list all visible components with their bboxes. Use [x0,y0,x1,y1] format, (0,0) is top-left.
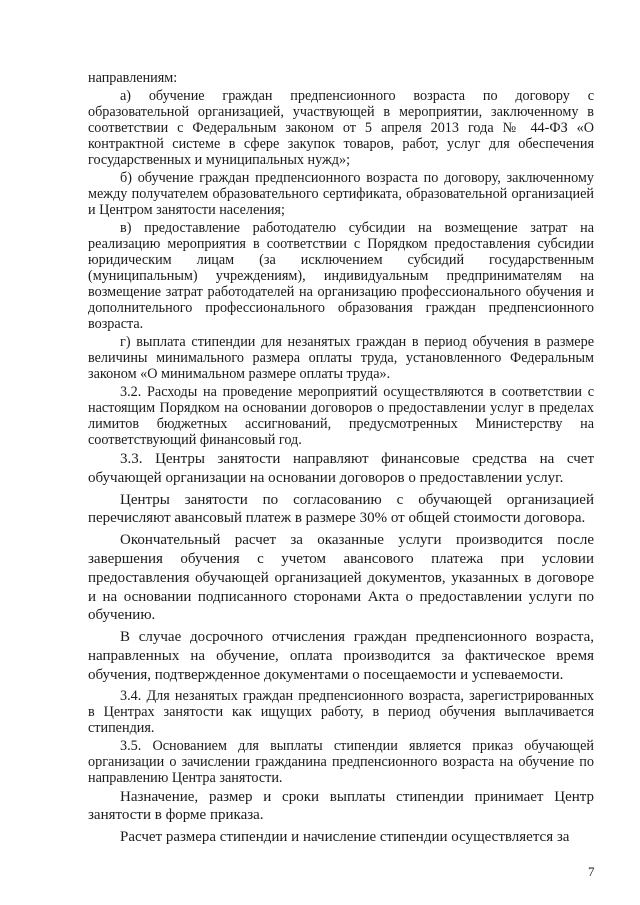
paragraph-5: 3.2. Расходы на проведение мероприятий осуществляются в соответствии с настоящим Порядком на основании договоров о предоставлении услуг в пределах лимитов бюджетных ассигнований, предусмотренных Министерству на соответствующий финансовый год. [88,384,594,448]
paragraph-11: 3.5. Основанием для выплаты стипендии является приказ обучающей организации о зачислении гражданина предпенсионного возраста на обучение по направлению Центра занятости. [88,737,594,786]
paragraph-12: Назначение, размер и сроки выплаты стипендии принимает Центр занятости в форме приказа. [88,788,594,824]
document-body [88,70,594,850]
paragraph-7: Центры занятости по согласованию с обучающей организацией перечисляют авансовый платеж в размере 30% от общей стоимости договора. [88,491,594,527]
paragraph-1: а) обучение граждан предпенсионного возраста по договору с образовательной организацией, участвующей в мероприятии, заключенному в соответствии с Федеральным законом от 5 апреля 2013 года № 44-ФЗ «О контрактной системе в сфере закупок товаров, работ, услуг для обеспечения государственных и муниципальных нужд»; [88,88,594,168]
paragraph-8: Окончательный расчет за оказанные услуги производится после завершения обучения с учетом авансового платежа при условии предоставления обучающей организацией документов, указанных в договоре и на основании подписанного сторонами Акта о предоставлении услуги по обучению. [88,532,594,624]
paragraph-9: В случае досрочного отчисления граждан предпенсионного возраста, направленных на обучение, оплата производится за фактическое время обучения, подтвержденное документами о посещаемости и успеваемости. [88,629,594,683]
paragraph-0: направлениям: [88,70,178,86]
paragraph-2: б) обучение граждан предпенсионного возраста по договору, заключенному между получателем образовательного сертификата, образовательной организацией и Центром занятости населения; [88,170,594,218]
paragraph-13: Расчет размера стипендии и начисление стипендии осуществляется за [120,829,570,846]
page-number: 7 [588,864,595,879]
paragraph-6: 3.3. Центры занятости направляют финансовые средства на счет обучающей организации на основании договоров о предоставлении услуг. [88,451,594,486]
paragraph-10: 3.4. Для незанятых граждан предпенсионного возраста, зарегистрированных в Центрах занятости как ищущих работу, в период обучения выплачивается стипендия. [88,687,594,736]
paragraph-4: г) выплата стипендии для незанятых граждан в период обучения в размере величины минимального размера оплаты труда, установленного Федеральным законом «О минимальном размере оплаты труда». [88,334,594,382]
paragraph-3: в) предоставление работодателю субсидии на возмещение затрат на реализацию мероприятия в соответствии с Порядком предоставления субсидии юридическим лицам (за исключением субсидий государственным (муниципальным) учреждениям), индивидуальным предпринимателям на возмещение затрат работодателей на организацию профессионального обучения и дополнительного профессионального образования граждан предпенсионного возраста. [88,220,594,332]
